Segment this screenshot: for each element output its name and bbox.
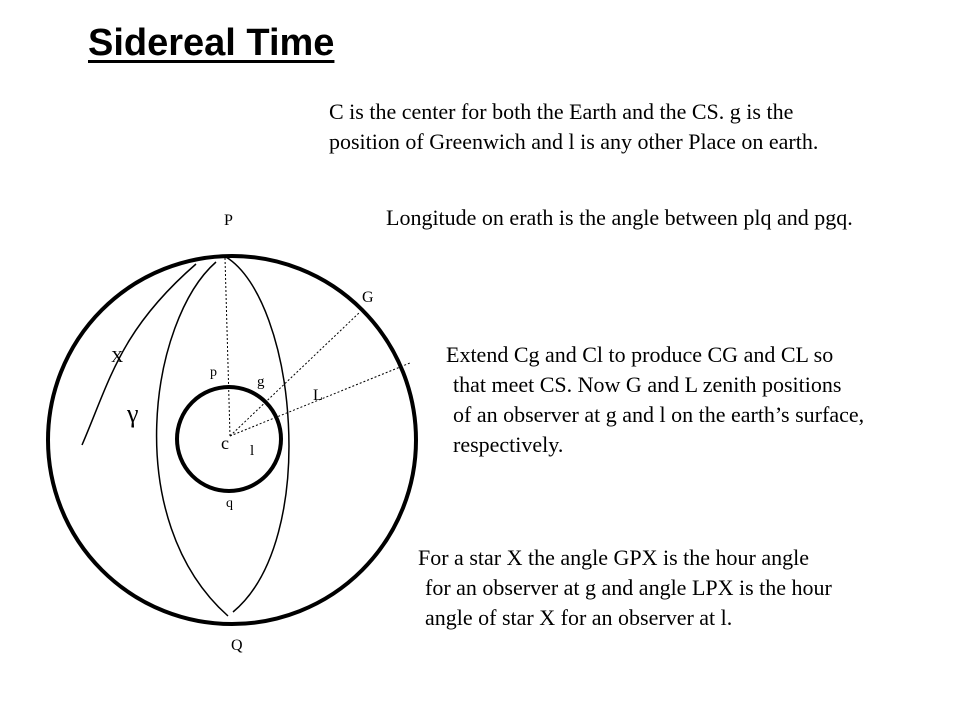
hour-circle-x-arc xyxy=(157,262,228,616)
text-line: position of Greenwich and l is any other Place on earth. xyxy=(329,129,819,154)
label-G: G xyxy=(362,289,374,306)
text-line: that meet CS. Now G and L zenith positions xyxy=(453,372,842,397)
text-line: Longitude on erath is the angle between plq and pgq. xyxy=(386,205,853,230)
hour-circle-gamma-arc xyxy=(82,264,196,445)
label-X: X xyxy=(111,347,124,366)
text-line: angle of star X for an observer at l. xyxy=(425,605,733,630)
text-line: For a star X the angle GPX is the hour angle xyxy=(418,545,810,570)
line-cg xyxy=(230,312,360,436)
celestial-sphere-circle xyxy=(48,256,416,624)
label-g: g xyxy=(257,374,265,390)
text-line: respectively. xyxy=(453,432,564,457)
page-title: Sidereal Time xyxy=(88,22,335,64)
label-gamma: γ xyxy=(127,399,139,428)
label-c: c xyxy=(221,433,229,453)
label-q: q xyxy=(226,496,233,511)
text-line: for an observer at g and angle LPX is the hour xyxy=(425,575,832,600)
label-l: l xyxy=(250,443,255,459)
text-line: of an observer at g and l on the earth’s surface, xyxy=(453,402,865,427)
text-line: Extend Cg and Cl to produce CG and CL so xyxy=(446,342,834,367)
label-p: p xyxy=(210,365,217,380)
label-Q: Q xyxy=(231,637,243,654)
label-L: L xyxy=(313,387,323,404)
text-line: C is the center for both the Earth and the CS. g is the xyxy=(329,99,794,124)
label-P: P xyxy=(224,212,233,229)
polar-axis-line xyxy=(225,258,230,436)
